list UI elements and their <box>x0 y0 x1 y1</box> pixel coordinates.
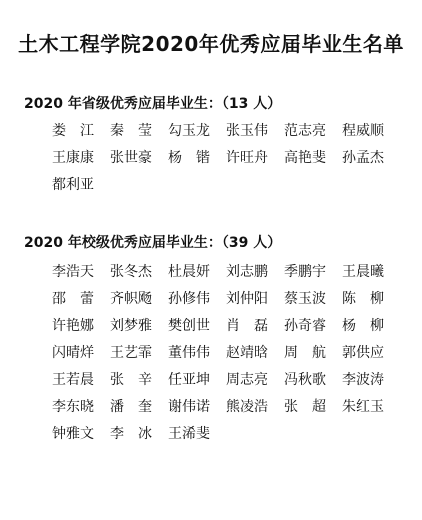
student-name: 王晨曦 <box>342 264 384 280</box>
student-name: 范志亮 <box>284 123 326 139</box>
provincial-section-heading: 2020 年省级优秀应届毕业生：（13 人） <box>24 96 282 112</box>
student-name: 熊凌浩 <box>226 399 268 415</box>
student-name: 杨 锴 <box>168 150 210 166</box>
student-name: 李东晓 <box>52 399 94 415</box>
student-name: 张玉伟 <box>226 123 268 139</box>
student-name: 郭供应 <box>342 345 384 361</box>
student-name: 李浩天 <box>52 264 94 280</box>
student-name: 陈 柳 <box>342 291 384 307</box>
student-name: 孙修伟 <box>168 291 210 307</box>
student-name: 王康康 <box>52 150 94 166</box>
student-name: 王若晨 <box>52 372 94 388</box>
student-name: 蔡玉波 <box>284 291 326 307</box>
school-names-list <box>52 259 412 448</box>
student-name: 勾玉龙 <box>168 123 210 139</box>
student-name: 冯秋歌 <box>284 372 326 388</box>
document-title: 土木工程学院2020年优秀应届毕业生名单 <box>18 32 404 56</box>
student-name: 孙孟杰 <box>342 150 384 166</box>
student-name: 王艺霏 <box>110 345 152 361</box>
student-name: 杜晨妍 <box>168 264 210 280</box>
student-name: 闪晴烊 <box>52 345 94 361</box>
student-name: 肖 磊 <box>226 318 268 334</box>
student-name: 樊创世 <box>168 318 210 334</box>
student-name: 李 冰 <box>110 426 152 442</box>
student-name: 周 航 <box>284 345 326 361</box>
student-name: 李波涛 <box>342 372 384 388</box>
student-name: 张 辛 <box>110 372 152 388</box>
student-name: 刘梦雅 <box>110 318 152 334</box>
student-name: 季鹏宇 <box>284 264 326 280</box>
student-name: 齐帜飏 <box>110 291 152 307</box>
student-name: 程威顺 <box>342 123 384 139</box>
student-name: 潘 奎 <box>110 399 152 415</box>
student-name: 周志亮 <box>226 372 268 388</box>
provincial-names-list <box>52 118 412 199</box>
student-name: 赵靖晗 <box>226 345 268 361</box>
student-name: 许旺舟 <box>226 150 268 166</box>
student-name: 刘志鹏 <box>226 264 268 280</box>
student-name: 谢伟诺 <box>168 399 210 415</box>
student-name: 孙奇睿 <box>284 318 326 334</box>
student-name: 任亚坤 <box>168 372 210 388</box>
student-name: 高艳斐 <box>284 150 326 166</box>
student-name: 张世豪 <box>110 150 152 166</box>
student-name: 娄 江 <box>52 123 94 139</box>
student-name: 张冬杰 <box>110 264 152 280</box>
student-name: 董伟伟 <box>168 345 210 361</box>
student-name: 许艳娜 <box>52 318 94 334</box>
student-name: 都利亚 <box>52 177 94 193</box>
student-name: 朱红玉 <box>342 399 384 415</box>
student-name: 张 超 <box>284 399 326 415</box>
student-name: 秦 莹 <box>110 123 152 139</box>
student-name: 刘仲阳 <box>226 291 268 307</box>
student-name: 王浠斐 <box>168 426 210 442</box>
school-section-heading: 2020 年校级优秀应届毕业生：（39 人） <box>24 235 282 251</box>
student-name: 钟雅文 <box>52 426 94 442</box>
student-name: 杨 柳 <box>342 318 384 334</box>
student-name: 邵 蕾 <box>52 291 94 307</box>
